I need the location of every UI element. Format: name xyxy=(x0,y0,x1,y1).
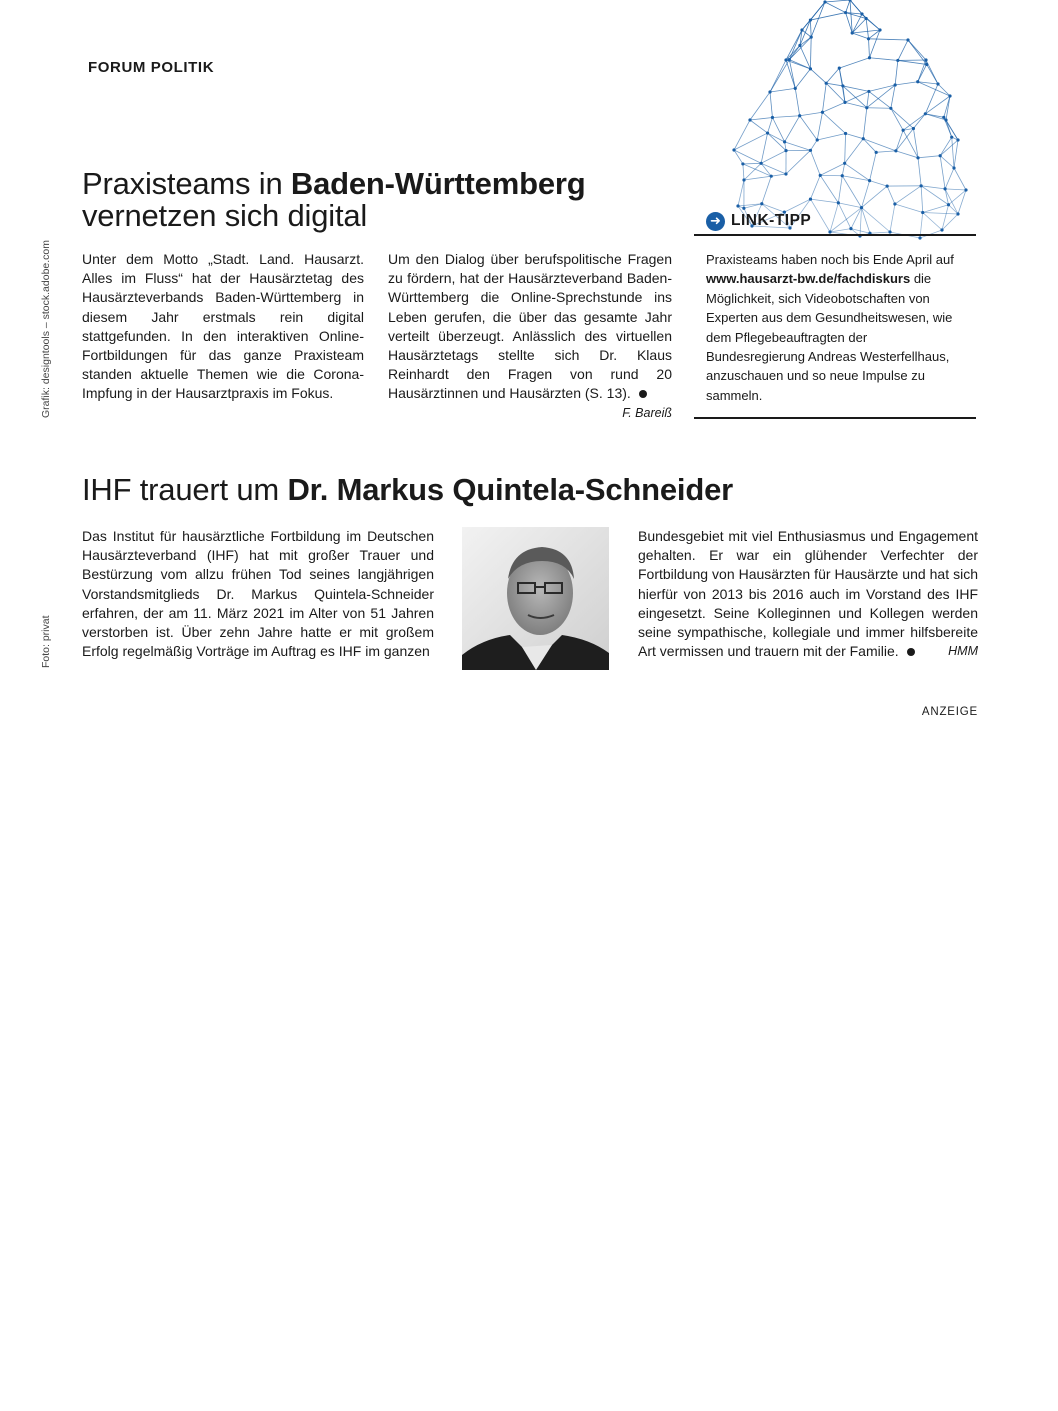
article1-headline-line2: vernetzen sich digital xyxy=(82,198,368,233)
article2-author: HMM xyxy=(948,644,978,659)
article1-column-2 xyxy=(388,250,672,423)
article1-paragraph-1: Unter dem Motto „Stadt. Land. Hausarzt. Alles im Fluss“ hat der Hausärztetag des Hausärzteverbands Baden-Württemberg in diesem Jahr erstmals rein digital stattgefunden. In den interaktiven Online-Fortbildungen für das ganze Praxisteam standen aktuelle Themen wie die Corona-Impfung in der Hausarztpraxis im Fokus. xyxy=(82,251,364,402)
link-tip-box xyxy=(694,208,976,419)
network-map-graphic xyxy=(730,0,980,240)
photo-credit: Foto: privat xyxy=(40,615,52,668)
article2-column-1 xyxy=(82,527,434,661)
end-bullet-icon xyxy=(639,390,647,398)
portrait-icon xyxy=(462,527,609,670)
article1-paragraph-2 xyxy=(388,250,672,420)
article1-author: F. Bareiß xyxy=(622,405,672,420)
baden-wuerttemberg-network-icon xyxy=(730,0,980,240)
link-tip-body xyxy=(694,236,976,419)
article1-headline-bold: Baden-Württemberg xyxy=(290,166,586,201)
network-lines xyxy=(734,0,966,238)
article2-text: Bundesgebiet mit viel Enthusiasmus und Engagement gehalten. Er war ein glühender Verfechter der Fortbildung von Hausärzten für Hausärzte und hat sich hierfür von 2013 bis 2016 auch im Vorstand des IHF eingesetzt. Seine Kolleginnen und Kollegen werden seine sympathische, kollegiale und immer hilfsbereite Art vermissen und trauern mit der Familie. xyxy=(638,528,978,660)
article1-text: Um den Dialog über berufspolitische Fragen zu fördern, hat der Hausärzteverband Baden-Württemberg die Online-Sprechstunde ins Leben gerufen, die über das gesamte Jahr verteilt überzeugt. Anlässlich des virtuellen Hausärztetags stellte sich Dr. Klaus Reinhardt den Fragen von rund 20 Hausärztinnen und Hausärzten (S. 13). xyxy=(388,251,672,402)
arrow-right-icon: ➜ xyxy=(706,212,725,231)
link-tip-url[interactable]: www.hausarzt-bw.de/fachdiskurs xyxy=(706,271,911,287)
portrait-photo xyxy=(462,527,609,670)
article2-headline-bold: Dr. Markus Quintela-Schneider xyxy=(287,472,733,507)
article1-column-1 xyxy=(82,250,364,404)
article2-paragraph-2 xyxy=(638,527,978,661)
section-label: FORUM POLITIK xyxy=(88,59,215,76)
article2-paragraph-1: Das Institut für hausärztliche Fortbildung im Deutschen Hausärzteverband (IHF) hat mit großer Trauer und Bestürzung vom allzu frühen Tod seines langjährigen Vorstandsmitglieds Dr. Markus Quintela-Schneider erfahren, der am 11. März 2021 im Alter von 51 Jahren verstorben ist. Über zehn Jahre hatte er mit großem Erfolg regelmäßig Vorträge im Auftrag es IHF im ganzen xyxy=(82,528,434,660)
article2-column-2 xyxy=(638,527,978,661)
link-tip-header xyxy=(694,208,976,236)
graphic-credit: Grafik: designtools – stock.adobe.com xyxy=(40,239,52,418)
article1-headline xyxy=(82,168,682,232)
link-tip-text-after: die Möglichkeit, sich Videobotschaften von Experten aus dem Gesundheitswesen, wie dem Pflegebeauftragten der Bundesregierung Andreas Westerfellhaus, anzuschauen und so neue Impulse zu sammeln. xyxy=(706,271,953,403)
article2-headline-light: IHF trauert um xyxy=(82,472,288,507)
network-nodes xyxy=(732,0,967,240)
article1-headline-light: Praxisteams in xyxy=(82,166,291,201)
link-tip-text-before: Praxisteams haben noch bis Ende April auf xyxy=(706,252,954,267)
article2-headline xyxy=(82,474,982,506)
end-bullet-icon xyxy=(907,648,915,656)
advertisement-label: ANZEIGE xyxy=(921,706,978,718)
link-tip-title: LINK-TIPP xyxy=(731,212,812,229)
